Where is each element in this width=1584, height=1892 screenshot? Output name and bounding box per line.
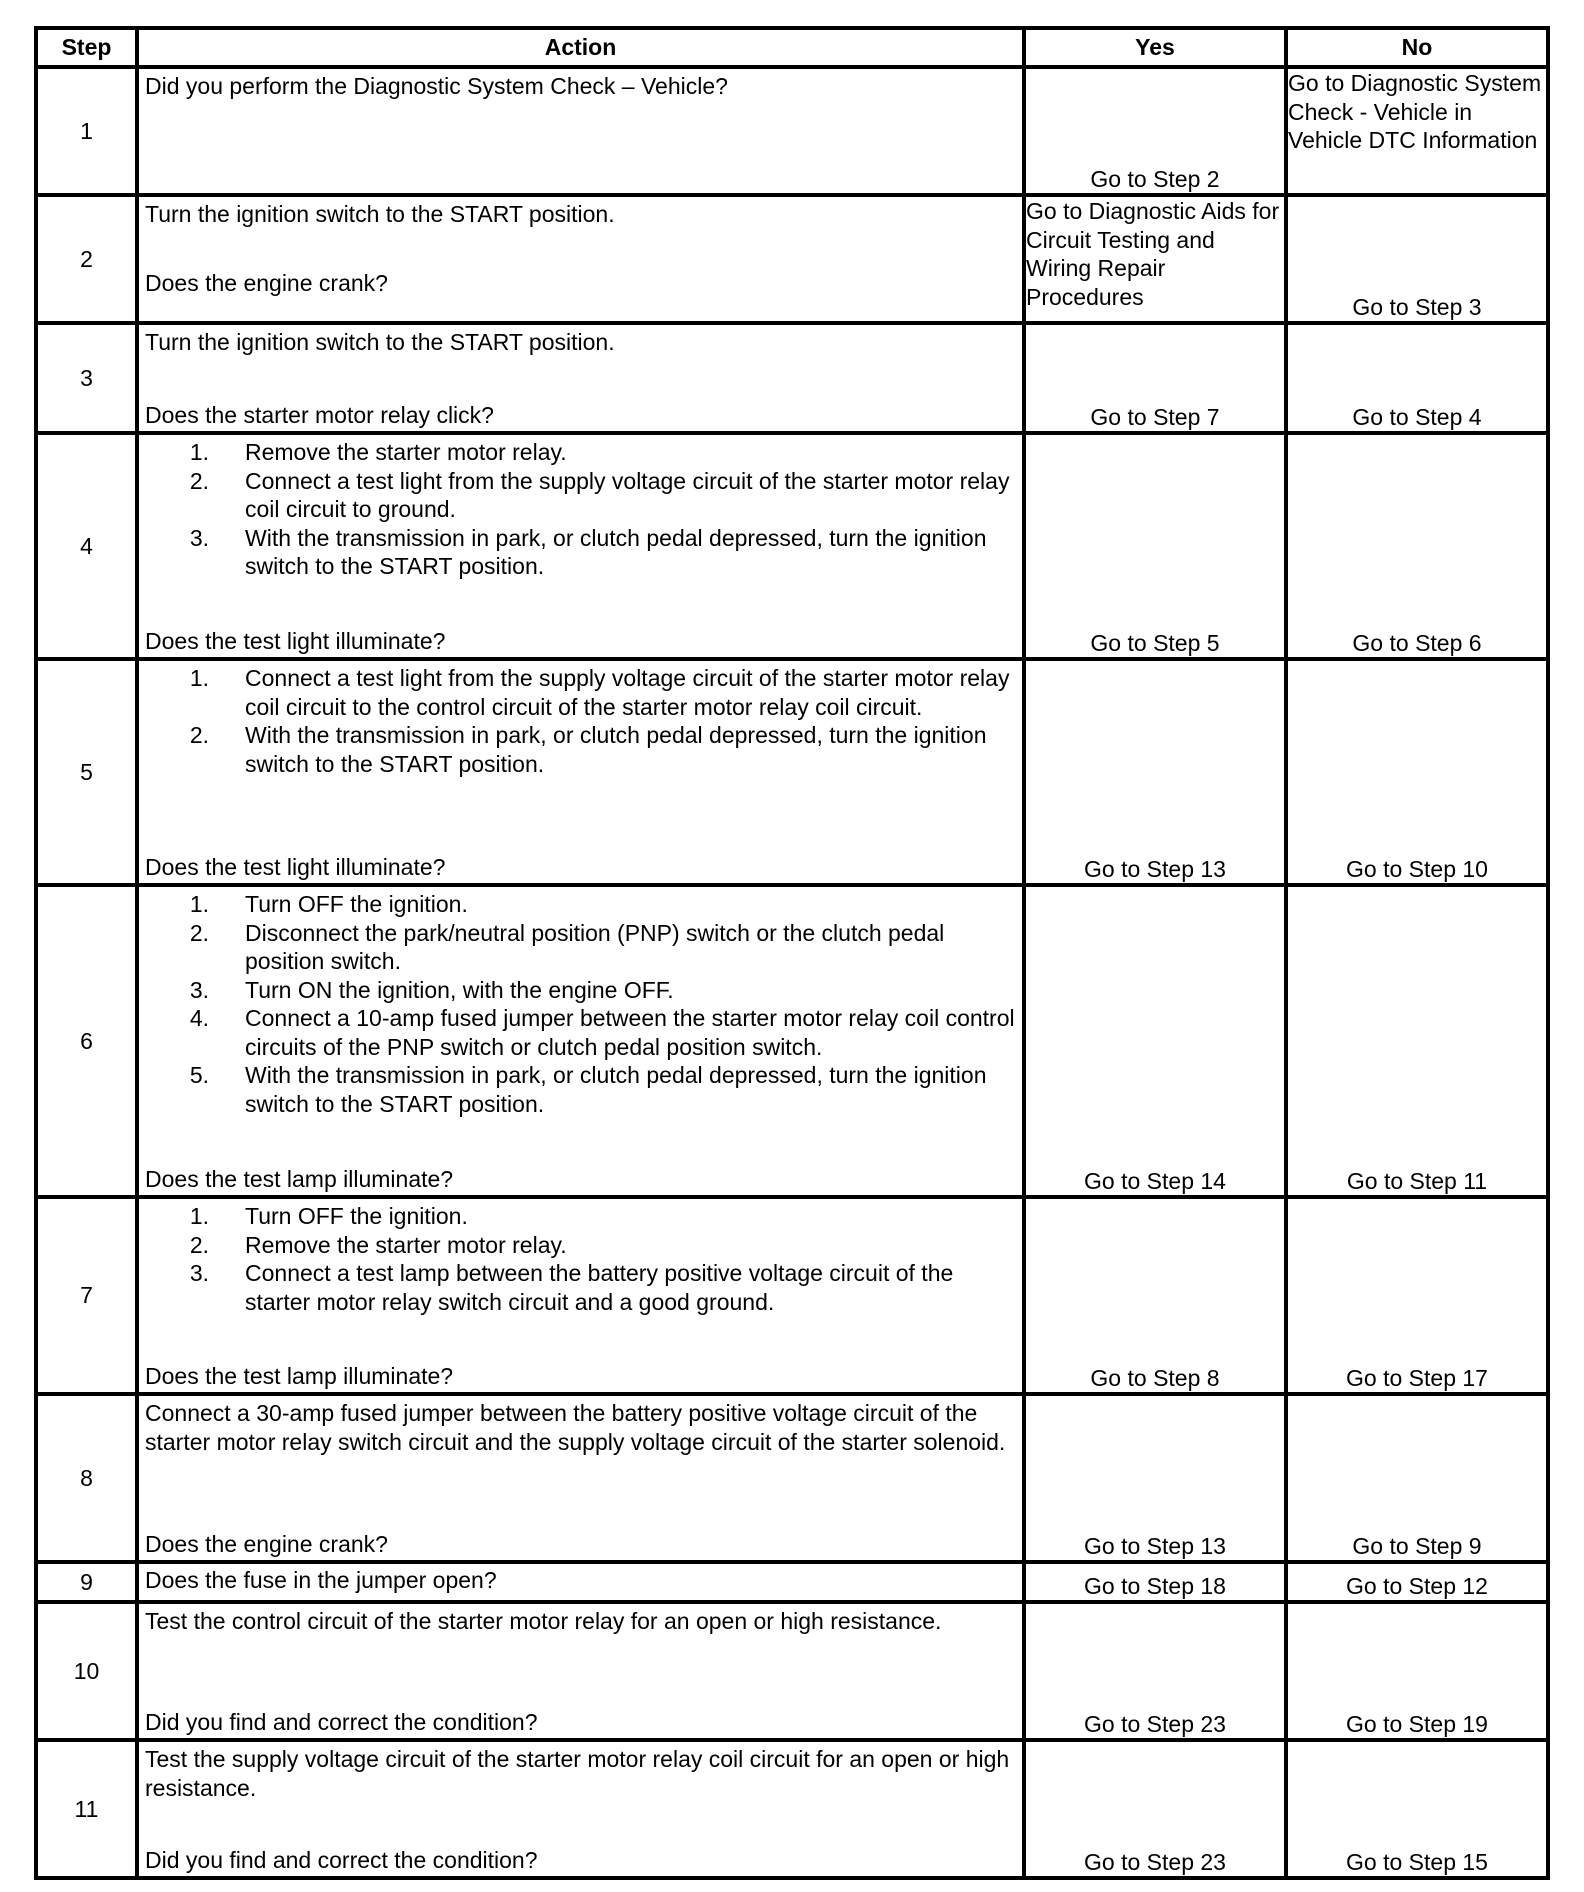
substep: 1. Connect a test light from the supply voltage circuit of the starter motor relay coil circuit to the control circuit of the starter motor relay coil circuit. <box>189 665 1010 720</box>
no-cell: Go to Step 19 <box>1286 1602 1548 1740</box>
substep: 3. With the transmission in park, or clutch pedal depressed, turn the ignition switch to the START position. <box>189 524 987 579</box>
substep: 2. With the transmission in park, or clutch pedal depressed, turn the ignition switch to the START position. <box>189 722 987 777</box>
table-row <box>36 433 1548 659</box>
action-question: Did you find and correct the condition? <box>145 1846 538 1873</box>
substep: 5. With the transmission in park, or clutch pedal depressed, turn the ignition switch to the START position. <box>189 1062 987 1117</box>
action-text: Does the fuse in the jumper open? <box>145 1567 497 1593</box>
step-number: 4 <box>36 433 137 659</box>
action-cell <box>137 1197 1024 1394</box>
substep: 2. Disconnect the park/neutral position (PNP) switch or the clutch pedal position switch. <box>189 919 945 974</box>
no-cell: Go to Step 11 <box>1286 885 1548 1197</box>
no-cell: Go to Diagnostic System Check - Vehicle in Vehicle DTC Information <box>1286 67 1548 195</box>
step-number: 6 <box>36 885 137 1197</box>
table-row <box>36 1394 1548 1562</box>
action-question: Does the engine crank? <box>145 269 388 296</box>
yes-cell: Go to Step 23 <box>1024 1602 1286 1740</box>
diagnostic-table <box>34 26 1550 1880</box>
action-cell <box>137 1740 1024 1878</box>
no-cell: Go to Step 12 <box>1286 1562 1548 1602</box>
header-action: Action <box>137 28 1024 67</box>
action-cell <box>137 195 1024 323</box>
step-number: 11 <box>36 1740 137 1878</box>
header-step: Step <box>36 28 137 67</box>
yes-cell: Go to Step 13 <box>1024 659 1286 885</box>
action-question: Did you find and correct the condition? <box>145 1708 538 1735</box>
action-text: Did you perform the Diagnostic System Check – Vehicle? <box>145 73 728 99</box>
substep: 2. Connect a test light from the supply voltage circuit of the starter motor relay coil circuit to ground. <box>189 467 1010 522</box>
step-number: 7 <box>36 1197 137 1394</box>
no-cell: Go to Step 15 <box>1286 1740 1548 1878</box>
step-number: 9 <box>36 1562 137 1602</box>
action-cell <box>137 885 1024 1197</box>
table-row <box>36 1562 1548 1602</box>
header-no: No <box>1286 28 1548 67</box>
yes-cell: Go to Step 13 <box>1024 1394 1286 1562</box>
action-question: Does the test lamp illuminate? <box>145 1165 454 1192</box>
table-row <box>36 1740 1548 1878</box>
action-question: Does the test lamp illuminate? <box>145 1362 454 1389</box>
yes-cell: Go to Step 5 <box>1024 433 1286 659</box>
action-text: Turn the ignition switch to the START position. <box>145 329 615 355</box>
substep: 3. Turn ON the ignition, with the engine OFF. <box>189 976 674 1003</box>
substep: 2. Remove the starter motor relay. <box>189 1231 567 1258</box>
yes-cell: Go to Step 7 <box>1024 323 1286 433</box>
yes-cell: Go to Step 8 <box>1024 1197 1286 1394</box>
no-cell: Go to Step 3 <box>1286 195 1548 323</box>
table-row <box>36 195 1548 323</box>
action-cell <box>137 323 1024 433</box>
action-text: Test the control circuit of the starter motor relay for an open or high resistance. <box>145 1608 942 1634</box>
yes-cell: Go to Step 23 <box>1024 1740 1286 1878</box>
substep-list <box>145 890 1018 1118</box>
step-number: 5 <box>36 659 137 885</box>
table-row <box>36 885 1548 1197</box>
yes-cell: Go to Diagnostic Aids for Circuit Testing and Wiring Repair Procedures <box>1024 195 1286 323</box>
substep: 1. Turn OFF the ignition. <box>189 891 468 917</box>
no-cell: Go to Step 4 <box>1286 323 1548 433</box>
yes-cell: Go to Step 2 <box>1024 67 1286 195</box>
substep: 3. Connect a test lamp between the battery positive voltage circuit of the starter motor relay switch circuit and a good ground. <box>189 1260 954 1315</box>
action-question: Does the engine crank? <box>145 1530 388 1557</box>
table-row <box>36 67 1548 195</box>
no-cell: Go to Step 17 <box>1286 1197 1548 1394</box>
yes-cell: Go to Step 18 <box>1024 1562 1286 1602</box>
step-number: 1 <box>36 67 137 195</box>
action-text: Test the supply voltage circuit of the starter motor relay coil circuit for an open or high resistance. <box>145 1746 1010 1801</box>
substep: 1. Remove the starter motor relay. <box>189 439 567 465</box>
yes-cell: Go to Step 14 <box>1024 885 1286 1197</box>
header-yes: Yes <box>1024 28 1286 67</box>
action-question: Does the test light illuminate? <box>145 627 446 654</box>
substep: 4. Connect a 10-amp fused jumper between the starter motor relay coil control circuits of the PNP switch or clutch pedal position switch. <box>189 1005 1015 1060</box>
substep-list <box>145 1202 1018 1316</box>
action-text: Turn the ignition switch to the START position. <box>145 201 615 227</box>
action-text: Connect a 30-amp fused jumper between the battery positive voltage circuit of the starter motor relay switch circuit and the supply voltage circuit of the starter solenoid. <box>145 1400 1006 1455</box>
action-cell <box>137 67 1024 195</box>
step-number: 8 <box>36 1394 137 1562</box>
no-cell: Go to Step 10 <box>1286 659 1548 885</box>
step-number: 2 <box>36 195 137 323</box>
action-cell <box>137 659 1024 885</box>
header-row <box>36 28 1548 67</box>
action-question: Does the test light illuminate? <box>145 853 446 880</box>
table-row <box>36 659 1548 885</box>
table-row <box>36 323 1548 433</box>
step-number: 3 <box>36 323 137 433</box>
table-row <box>36 1197 1548 1394</box>
no-cell: Go to Step 9 <box>1286 1394 1548 1562</box>
substep-list <box>145 438 1018 581</box>
action-cell <box>137 1602 1024 1740</box>
action-cell <box>137 1394 1024 1562</box>
no-cell: Go to Step 6 <box>1286 433 1548 659</box>
table-row <box>36 1602 1548 1740</box>
substep-list <box>145 664 1018 778</box>
action-question: Does the starter motor relay click? <box>145 401 494 428</box>
step-number: 10 <box>36 1602 137 1740</box>
substep: 1. Turn OFF the ignition. <box>189 1203 468 1229</box>
action-cell <box>137 433 1024 659</box>
action-cell <box>137 1562 1024 1602</box>
